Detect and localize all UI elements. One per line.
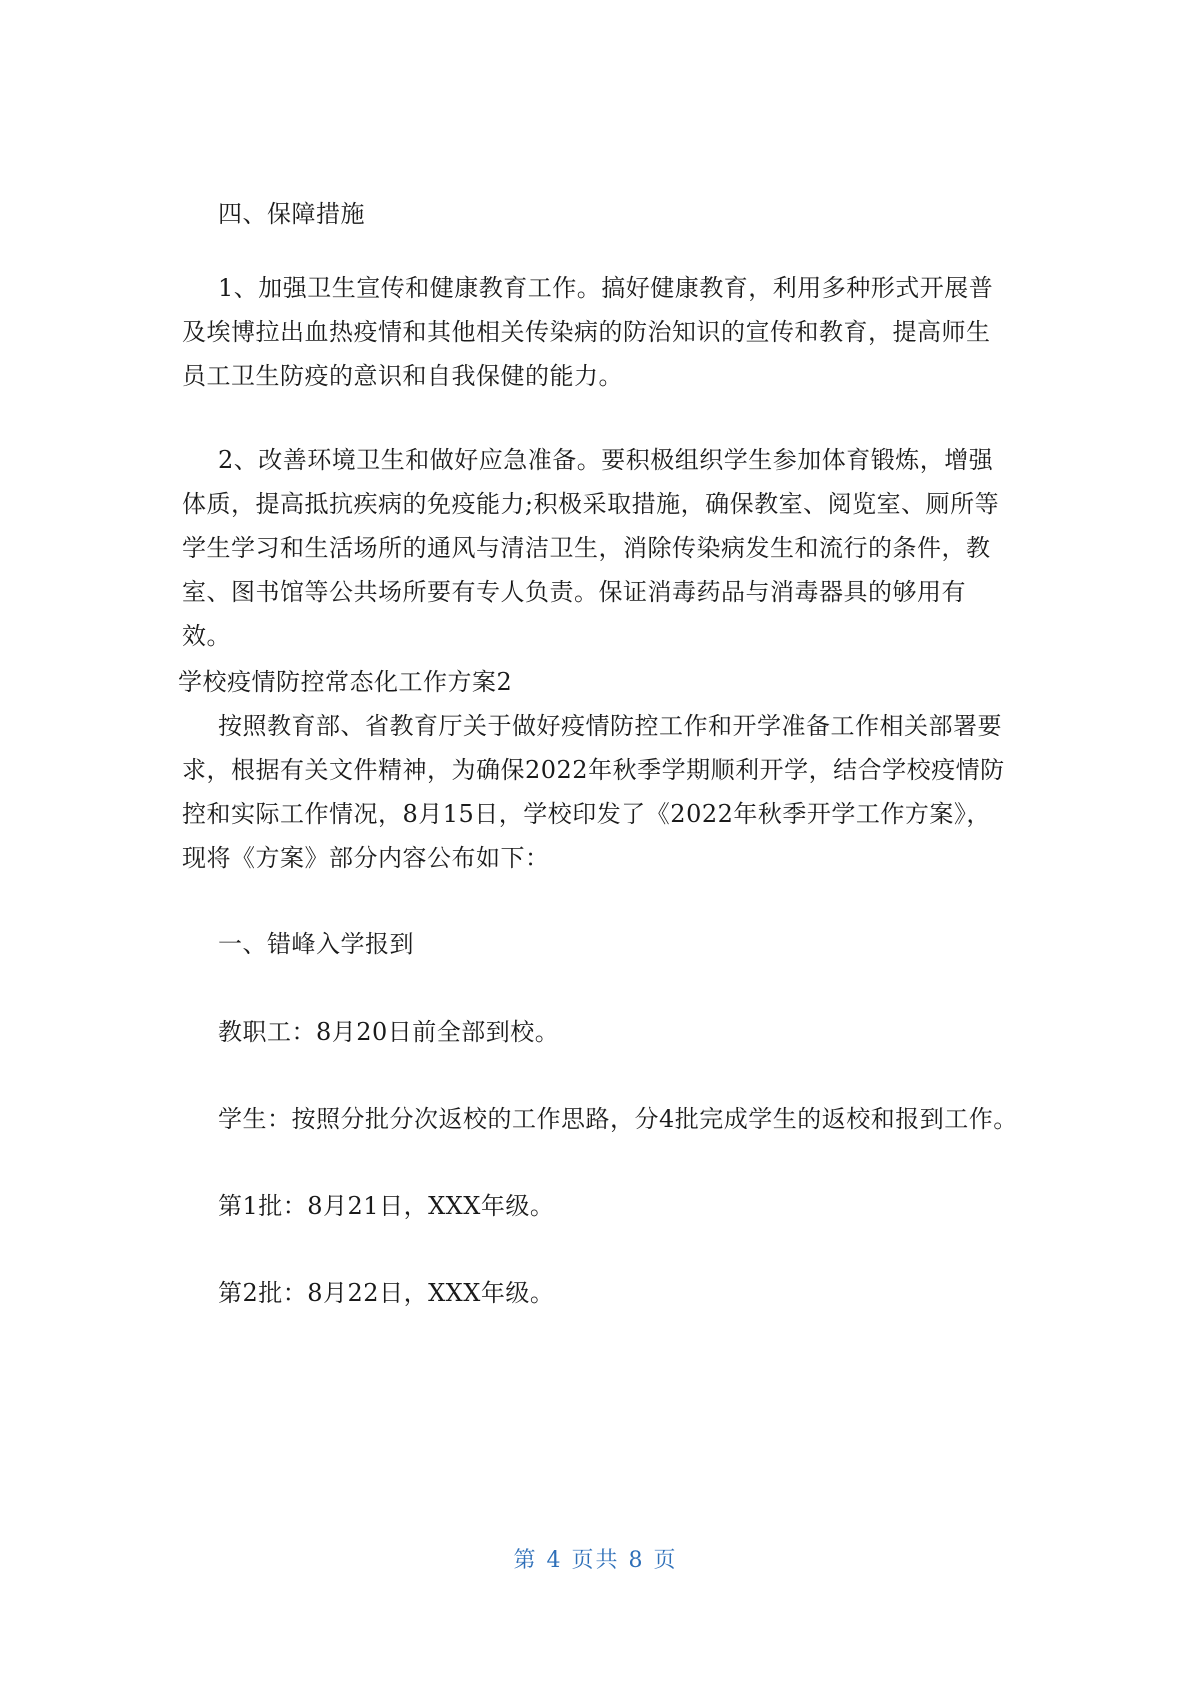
- paragraph-health-education: 1、加强卫生宣传和健康教育工作。搞好健康教育，利用多种形式开展普及埃博拉出血热疫情和其他相关传染病的防治知识的宣传和教育，提高师生员工卫生防疫的意识和自我保健的能力。: [182, 274, 994, 390]
- paragraph-environment-hygiene: 2、改善环境卫生和做好应急准备。要积极组织学生参加体育锻炼，增强体质，提高抵抗疾病的免疫能力;积极采取措施，确保教室、阅览室、厕所等学生学习和生活场所的通风与清洁卫生，消除传染病发生和流行的条件，教室、图书馆等公共场所要有专人负责。保证消毒药品与消毒器具的够用有效。: [182, 446, 1000, 650]
- staff-arrival-line: 教职工：8月20日前全部到校。: [218, 1018, 560, 1046]
- student-arrival-line: 学生：按照分批分次返校的工作思路，分4批完成学生的返校和报到工作。: [218, 1105, 1018, 1133]
- page-number-footer: [0, 1546, 1191, 1576]
- page-number-text: 第 4 页共 8 页: [513, 1548, 678, 1573]
- plan-title: 学校疫情防控常态化工作方案2: [178, 668, 513, 696]
- section-heading-safeguards: 四、保障措施: [218, 200, 365, 228]
- paragraph-plan-intro: 按照教育部、省教育厅关于做好疫情防控工作和开学准备工作相关部署要求，根据有关文件精神，为确保2022年秋季学期顺利开学，结合学校疫情防控和实际工作情况，8月15日，学校印发了《2022年秋季开学工作方案》，现将《方案》部分内容公布如下：: [182, 712, 1005, 872]
- batch-1-line: 第1批：8月21日，XXX年级。: [218, 1192, 555, 1220]
- section-heading-staggered-enrollment: 一、错峰入学报到: [218, 930, 414, 958]
- batch-2-line: 第2批：8月22日，XXX年级。: [218, 1279, 555, 1307]
